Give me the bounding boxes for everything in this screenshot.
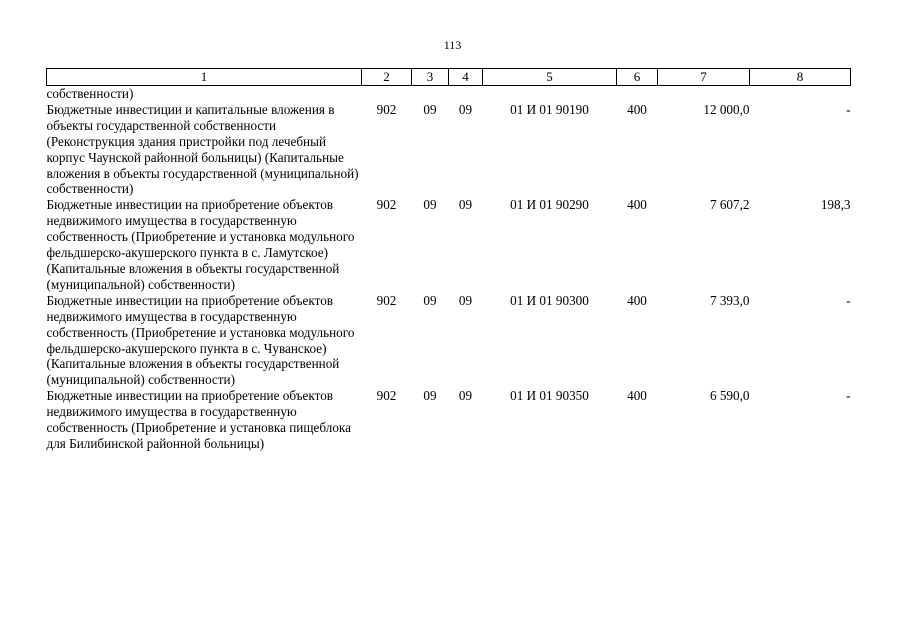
column-header-4: 4 [449,69,483,86]
row-col4: 09 [458,388,473,404]
row-col3: 09 [423,197,437,213]
column-header-3: 3 [412,69,449,86]
column-header-8: 8 [750,69,851,86]
column-header-6: 6 [617,69,658,86]
row-col5: 01 И 01 90190 [510,101,589,117]
header-row [47,69,851,86]
row-col5: 01 И 01 90350 [510,388,589,404]
row-col5: 01 И 01 90290 [510,197,589,213]
row-col6: 400 [627,388,647,404]
row-col7: 6 590,0 [709,388,750,404]
row-col2: 902 [376,197,397,213]
page-number: 113 [443,38,462,52]
table-row [47,197,851,292]
table-row [47,293,851,388]
row-description: Бюджетные инвестиции и капитальные вложения в объекты государственной собственности (Реконструкция здания пристройки под лечебный корпус Чаунской районной больницы) (Капитальные вложения в объекты государственной (муниципальной) собственности) [46,101,359,197]
column-header-1: 1 [47,69,362,86]
row-col6: 400 [627,197,647,213]
row-col4: 09 [458,101,473,117]
continuation-text: собственности) [46,86,134,101]
row-col3: 09 [423,292,437,308]
row-col4: 09 [458,197,473,213]
row-col6: 400 [627,292,647,308]
row-col4: 09 [458,292,473,308]
row-col7: 7 607,2 [709,197,750,213]
row-col7: 12 000,0 [703,101,750,117]
row-col5: 01 И 01 90300 [510,292,589,308]
row-col3: 09 [423,388,437,404]
table-row [47,102,851,197]
budget-table [46,68,851,452]
column-header-5: 5 [483,69,617,86]
row-col8: - [846,292,851,308]
column-header-7: 7 [658,69,750,86]
row-col2: 902 [376,101,397,117]
row-description: Бюджетные инвестиции на приобретение объектов недвижимого имущества в государственную собственность (Приобретение и установка модульного фельдшерско-акушерского пункта в с. Ламутское) (Капитальные вложения в объекты государственной (муниципальной) собственности) [46,197,355,292]
row-col8: - [846,388,851,404]
row-col7: 7 393,0 [709,292,750,308]
row-col3: 09 [423,101,437,117]
table-row [47,388,851,452]
column-header-2: 2 [362,69,412,86]
row-col8: 198,3 [820,197,851,213]
row-col2: 902 [376,388,397,404]
continuation-row [47,86,851,102]
row-col6: 400 [627,101,647,117]
row-description: Бюджетные инвестиции на приобретение объектов недвижимого имущества в государственную собственность (Приобретение и установка модульного фельдшерско-акушерского пункта в с. Чуванское) (Капитальные вложения в объекты государственной (муниципальной) собственности) [46,292,355,388]
row-col2: 902 [376,292,397,308]
row-col8: - [846,101,851,117]
row-description: Бюджетные инвестиции на приобретение объектов недвижимого имущества в государственную собственность (Приобретение и установка пищеблока для Билибинской районной больницы) [46,388,351,451]
